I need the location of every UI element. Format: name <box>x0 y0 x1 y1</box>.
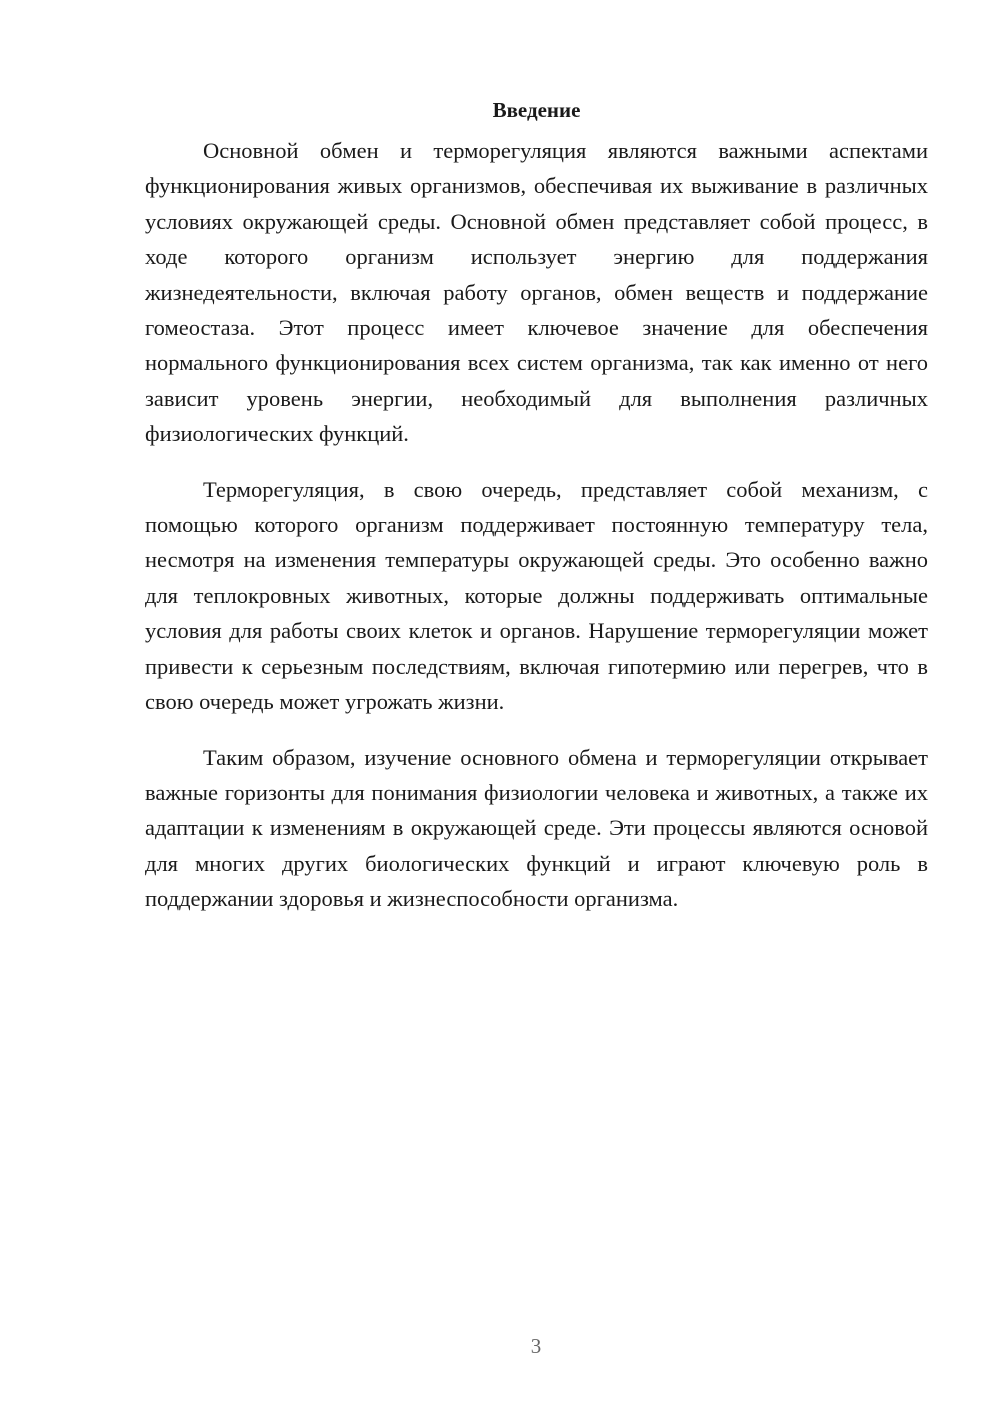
section-heading: Введение <box>492 98 581 122</box>
paragraph-thermoregulation: Терморегуляция, в свою очередь, представляет собой механизм, с помощью которого организм поддерживает постоянную температуру тела, несмотря на изменения температуры окружающей среды. Это особенно важно для теплокровных животных, которые должны поддерживать оптимальные условия для работы своих клеток и органов. Нарушение терморегуляции может привести к серьезным последствиям, включая гипотермию или перегрев, что в свою очередь может угрожать жизни. <box>145 476 928 715</box>
page-number: 3 <box>530 1334 542 1358</box>
paragraph-conclusion: Таким образом, изучение основного обмена и терморегуляции открывает важные горизонты для понимания физиологии человека и животных, а также их адаптации к изменениям в окружающей среде. Эти процессы являются основой для многих других биологических функций и играют ключевую роль в поддержании здоровья и жизнеспособности организма. <box>145 744 928 912</box>
paragraph-intro: Основной обмен и терморегуляция являются важными аспектами функционирования живых организмов, обеспечивая их выживание в различных условиях окружающей среды. Основной обмен представляет собой процесс, в ходе которого организм использует энергию для поддержания жизнедеятельности, включая работу органов, обмен веществ и поддержание гомеостаза. Этот процесс имеет ключевое значение для обеспечения нормального функционирования всех систем организма, так как именно от него зависит уровень энергии, необходимый для выполнения различных физиологических функций. <box>145 138 928 447</box>
document-body <box>145 93 928 937</box>
